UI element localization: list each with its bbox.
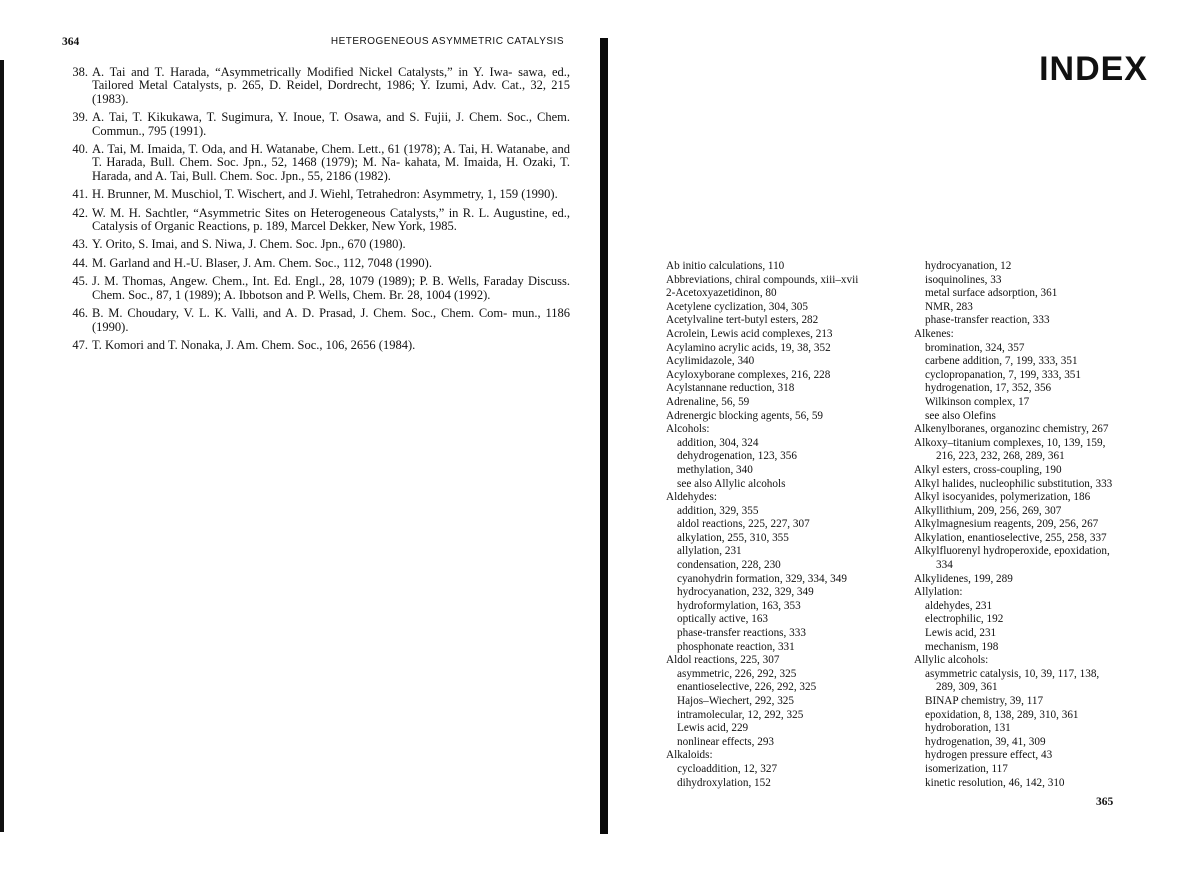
- page-number-right: 365: [1096, 796, 1114, 808]
- reference-list: [62, 66, 570, 357]
- index-entry: Alkyllithium, 209, 256, 269, 307: [914, 504, 1062, 517]
- index-entry: isomerization, 117: [925, 762, 1008, 775]
- index-entry: Acrolein, Lewis acid complexes, 213: [666, 327, 833, 340]
- index-entry: 289, 309, 361: [936, 681, 998, 694]
- index-entry: methylation, 340: [677, 463, 753, 476]
- page-number-left: 364: [62, 36, 80, 48]
- index-entry: condensation, 228, 230: [677, 559, 781, 572]
- reference-text: A. Tai and T. Harada, “Asymmetrically Modified Nickel Catalysts,” in Y. Iwa- sawa, ed., Tailored Metal Catalysts, p. 265, D. Reidel, Dordrecht, 1986; Y. Izumi, Adv. Cat., 32, 215 (1983).: [92, 65, 570, 106]
- reference-item: [62, 238, 570, 251]
- reference-item: [62, 207, 570, 234]
- reference-item: [62, 66, 570, 106]
- index-entry: Alkenes:: [914, 327, 954, 340]
- reference-number: 41.: [72, 187, 88, 202]
- index-column-2: [914, 260, 1150, 790]
- index-entry: addition, 304, 324: [677, 436, 759, 449]
- index-entry: Acetylvaline tert-butyl esters, 282: [666, 314, 819, 327]
- index-entry: aldol reactions, 225, 227, 307: [677, 518, 810, 531]
- index-entry: phosphonate reaction, 331: [677, 640, 795, 653]
- index-entry: Alcohols:: [666, 423, 710, 436]
- index-entry: Lewis acid, 229: [677, 722, 749, 735]
- index-entry: bromination, 324, 357: [925, 341, 1025, 354]
- index-entry: Wilkinson complex, 17: [925, 395, 1030, 408]
- index-entry: 334: [936, 559, 953, 572]
- index-entry: metal surface adsorption, 361: [925, 287, 1058, 300]
- index-entry: Allylic alcohols:: [914, 654, 989, 667]
- index-entry: Hajos–Wiechert, 292, 325: [677, 695, 794, 707]
- index-entry: nonlinear effects, 293: [677, 735, 775, 748]
- index-entry: Alkoxy–titanium complexes, 10, 139, 159,: [914, 436, 1106, 449]
- index-entry: hydrocyanation, 232, 329, 349: [677, 586, 814, 599]
- index-entry: dihydroxylation, 152: [677, 776, 771, 789]
- index-entry: Alkylfluorenyl hydroperoxide, epoxidation,: [914, 545, 1110, 558]
- reference-text: Y. Orito, S. Imai, and S. Niwa, J. Chem. Soc. Jpn., 670 (1980).: [92, 237, 406, 252]
- index-entry: Acylstannane reduction, 318: [666, 382, 795, 395]
- index-entry: hydrogenation, 39, 41, 309: [925, 735, 1046, 748]
- reference-number: 39.: [72, 110, 88, 125]
- reference-item: [62, 143, 570, 183]
- index-entry: epoxidation, 8, 138, 289, 310, 361: [925, 708, 1079, 721]
- index-entry: Adrenaline, 56, 59: [666, 395, 750, 408]
- reference-number: 44.: [72, 255, 88, 270]
- index-entry: Acylamino acrylic acids, 19, 38, 352: [666, 341, 831, 354]
- index-entry: dehydrogenation, 123, 356: [677, 450, 797, 463]
- reference-number: 38.: [72, 65, 88, 79]
- reference-text: H. Brunner, M. Muschiol, T. Wischert, and J. Wiehl, Tetrahedron: Asymmetry, 1, 159 (1990).: [92, 187, 558, 202]
- index-entry: asymmetric, 226, 292, 325: [677, 667, 797, 680]
- index-entry: alkylation, 255, 310, 355: [677, 531, 789, 544]
- index-entry: cyanohydrin formation, 329, 334, 349: [677, 572, 847, 585]
- index-entry: hydrogenation, 17, 352, 356: [925, 382, 1052, 395]
- index-entry: kinetic resolution, 46, 142, 310: [925, 776, 1065, 789]
- index-entry: allylation, 231: [677, 545, 742, 558]
- reference-item: [62, 275, 570, 302]
- index-entry: intramolecular, 12, 292, 325: [677, 708, 804, 721]
- index-entry: Alkylation, enantioselective, 255, 258, 337: [914, 531, 1107, 544]
- index-entry: Acylimidazole, 340: [666, 355, 755, 368]
- reference-item: [62, 188, 570, 201]
- index-entry: hydroboration, 131: [925, 722, 1011, 735]
- index-entry: hydroformylation, 163, 353: [677, 599, 801, 612]
- index-entry: enantioselective, 226, 292, 325: [677, 681, 817, 694]
- reference-text: W. M. H. Sachtler, “Asymmetric Sites on Heterogeneous Catalysts,” in R. L. Augustine, ed., Catalysis of Organic Reactions, p. 189, Marcel Dekker, New York, 1985.: [92, 205, 570, 234]
- reference-item: [62, 307, 570, 334]
- index-entry: isoquinolines, 33: [925, 273, 1002, 286]
- index-entry: Alkyl halides, nucleophilic substitution, 333: [914, 477, 1113, 490]
- index-entry: cycloaddition, 12, 327: [677, 762, 778, 775]
- index-entry: phase-transfer reactions, 333: [677, 627, 806, 640]
- reference-number: 45.: [72, 274, 88, 289]
- index-entry: Alkaloids:: [666, 749, 713, 762]
- index-entry: Abbreviations, chiral compounds, xiii–xvii: [666, 273, 859, 286]
- reference-text: J. M. Thomas, Angew. Chem., Int. Ed. Engl., 28, 1079 (1989); P. B. Wells, Faraday Discuss. Chem. Soc., 87, 1 (1989); A. Ibbotson and P. Wells, Chem. Br. 28, 1004 (1992).: [92, 274, 570, 302]
- index-entry: 2-Acetoxyazetidinon, 80: [666, 287, 777, 300]
- index-entry: Acyloxyborane complexes, 216, 228: [666, 368, 831, 381]
- index-entry: addition, 329, 355: [677, 504, 759, 517]
- reference-number: 47.: [72, 337, 88, 352]
- index-entry: carbene addition, 7, 199, 333, 351: [925, 355, 1078, 368]
- index-entry: Lewis acid, 231: [925, 627, 997, 640]
- index-entry: Alkyl isocyanides, polymerization, 186: [914, 491, 1091, 504]
- index-entry: phase-transfer reaction, 333: [925, 314, 1050, 327]
- reference-text: A. Tai, T. Kikukawa, T. Sugimura, Y. Inoue, T. Osawa, and S. Fujii, J. Chem. Soc., Chem. Commun., 795 (1991).: [92, 110, 570, 138]
- index-entry: hydrogen pressure effect, 43: [925, 749, 1053, 762]
- index-entry: cyclopropanation, 7, 199, 333, 351: [925, 368, 1081, 381]
- index-column-1: [666, 260, 902, 790]
- index-entry: Acetylene cyclization, 304, 305: [666, 300, 808, 313]
- reference-text: M. Garland and H.-U. Blaser, J. Am. Chem. Soc., 112, 7048 (1990).: [92, 255, 432, 270]
- index-entry: Alkyl esters, cross-coupling, 190: [914, 463, 1062, 476]
- reference-text: A. Tai, M. Imaida, T. Oda, and H. Watanabe, Chem. Lett., 61 (1978); A. Tai, H. Watanabe, and T. Harada, Bull. Chem. Soc. Jpn., 52, 1468 (1979); M. Na- kahata, M. Imaida, H. Ozaki, T. Harada, and A. Tai, Bull. Chem. Soc. Jpn., 55, 2186 (1982).: [92, 142, 570, 183]
- index-entry: Alkylidenes, 199, 289: [914, 572, 1013, 585]
- index-entry: Alkylmagnesium reagents, 209, 256, 267: [914, 518, 1099, 531]
- reference-item: [62, 257, 570, 270]
- index-entry: NMR, 283: [925, 300, 973, 313]
- reference-number: 46.: [72, 306, 88, 321]
- reference-text: T. Komori and T. Nonaka, J. Am. Chem. Soc., 106, 2656 (1984).: [92, 337, 416, 352]
- index-entry: electrophilic, 192: [925, 613, 1004, 626]
- index-entry: see also Allylic alcohols: [677, 477, 786, 490]
- reference-number: 40.: [72, 142, 88, 157]
- reference-text: B. M. Choudary, V. L. K. Valli, and A. D. Prasad, J. Chem. Soc., Chem. Com- mun., 1186 (1990).: [92, 306, 570, 334]
- index-entry: Aldehydes:: [666, 491, 717, 504]
- index-entry: Adrenergic blocking agents, 56, 59: [666, 409, 824, 422]
- index-entry: aldehydes, 231: [925, 599, 993, 612]
- index-entry: mechanism, 198: [925, 640, 999, 653]
- index-entry: Ab initio calculations, 110: [666, 260, 785, 272]
- reference-number: 43.: [72, 237, 88, 252]
- running-head-title: HETEROGENEOUS ASYMMETRIC CATALYSIS: [330, 36, 564, 47]
- index-title: INDEX: [1039, 50, 1148, 88]
- index-entry: asymmetric catalysis, 10, 39, 117, 138,: [925, 667, 1100, 680]
- index-entry: see also Olefins: [925, 409, 996, 422]
- index-entry: BINAP chemistry, 39, 117: [925, 695, 1044, 707]
- reference-number: 42.: [72, 205, 88, 220]
- index-entry: Allylation:: [914, 586, 963, 599]
- index-entry: Alkenylboranes, organozinc chemistry, 267: [914, 423, 1109, 436]
- index-entry: Aldol reactions, 225, 307: [666, 654, 780, 667]
- index-entry: hydrocyanation, 12: [925, 260, 1012, 272]
- reference-item: [62, 339, 570, 352]
- index-entry: optically active, 163: [677, 613, 769, 626]
- index-entry: 216, 223, 232, 268, 289, 361: [936, 450, 1065, 463]
- reference-item: [62, 111, 570, 138]
